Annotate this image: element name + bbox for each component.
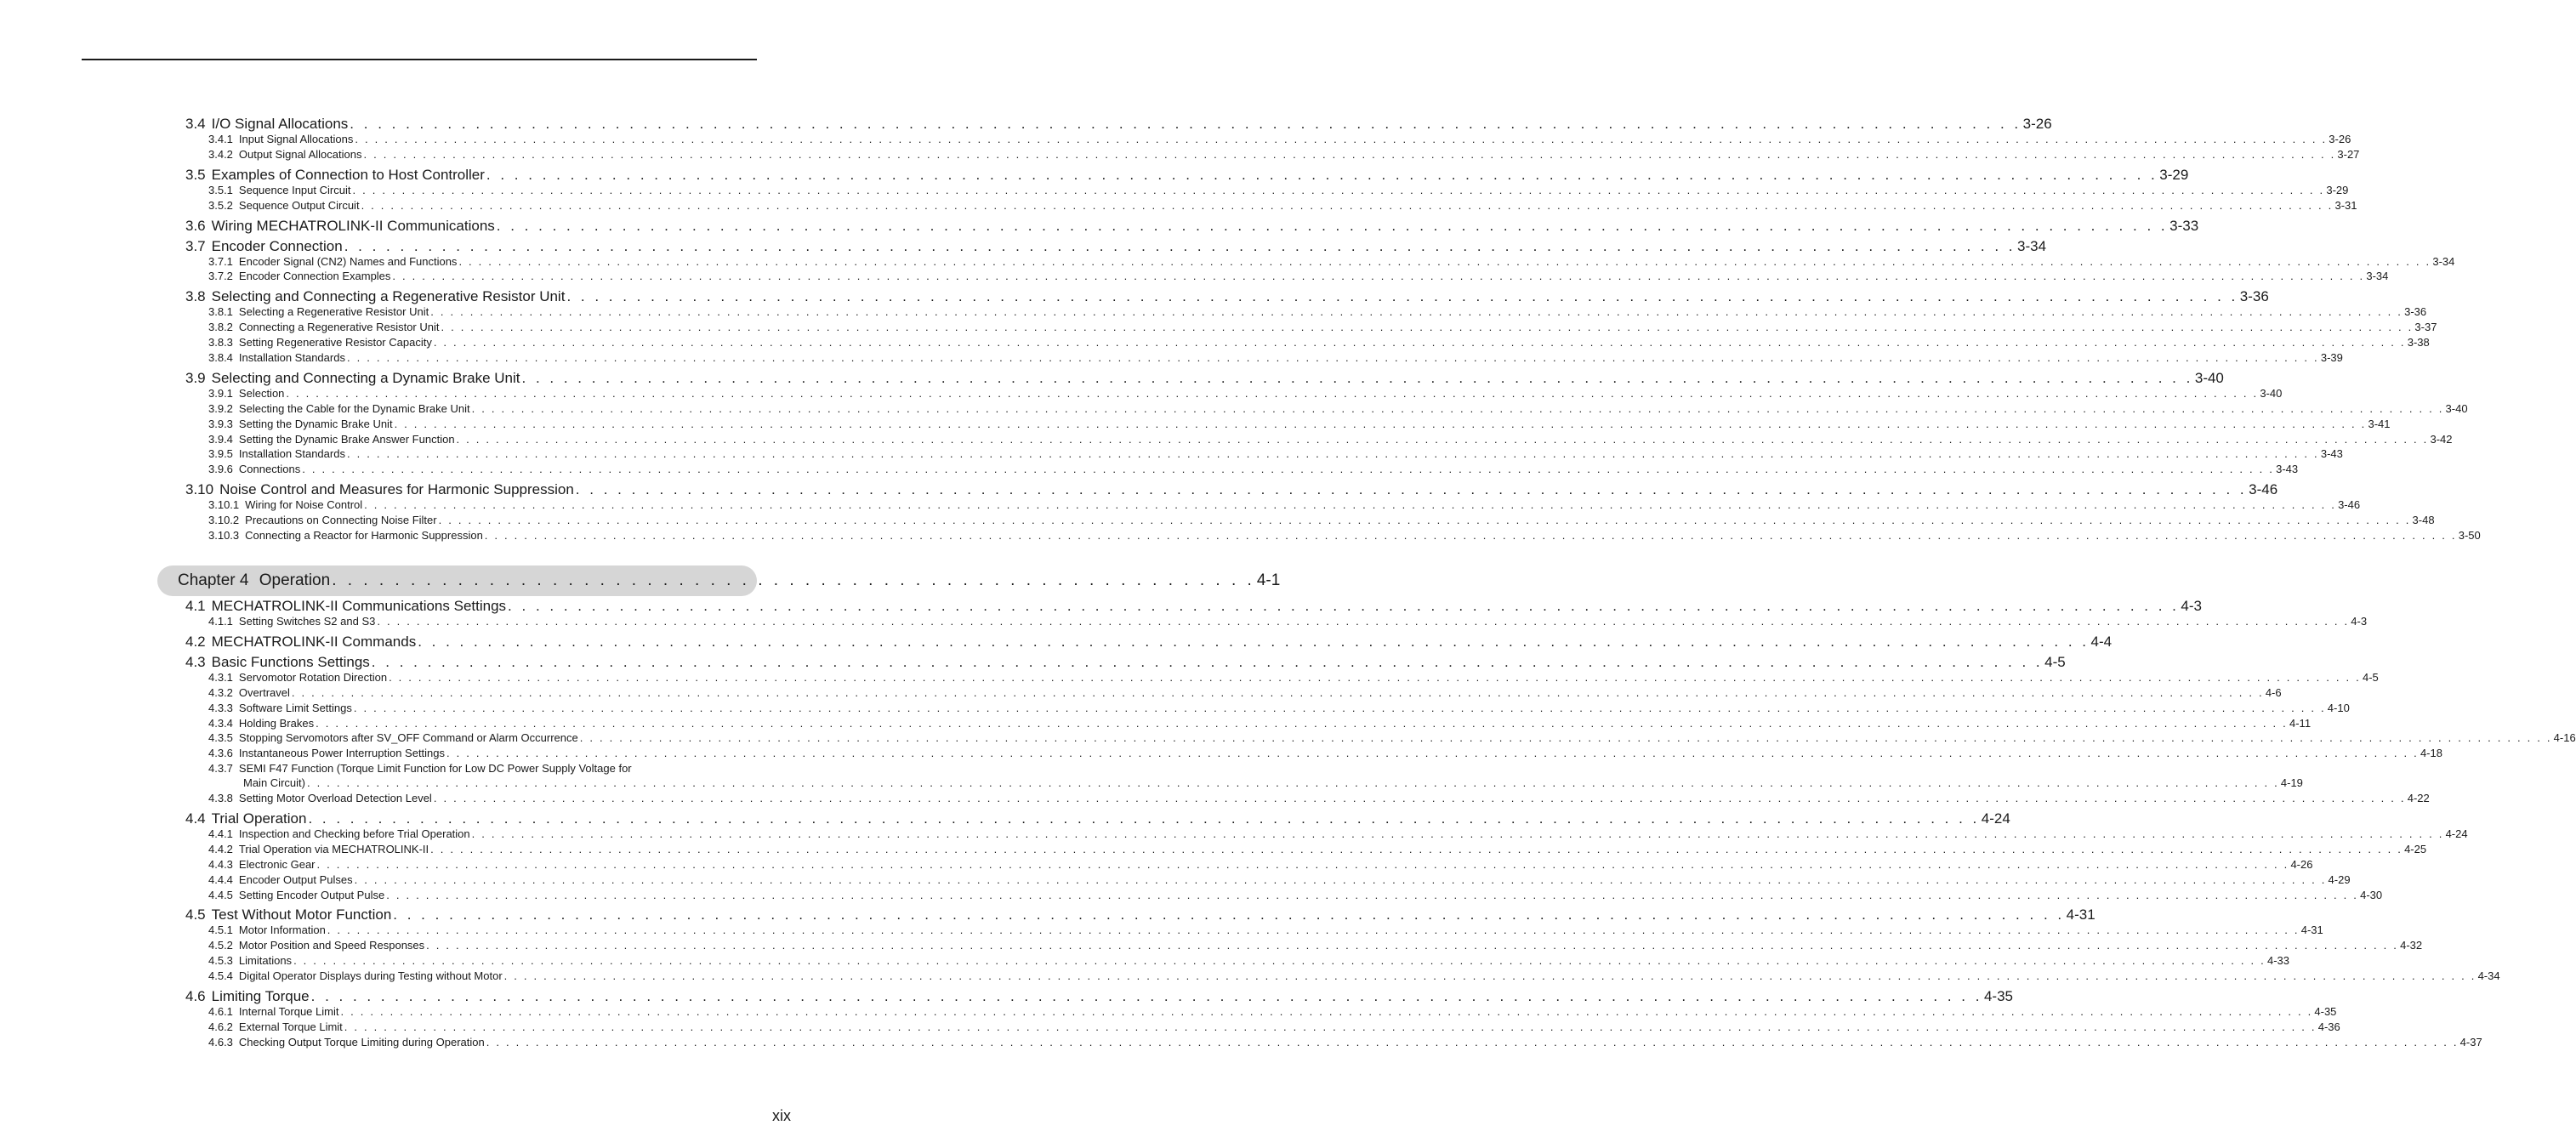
entry-page: 4-11: [2289, 716, 2312, 730]
toc-entry[interactable]: [185, 842, 2427, 858]
entry-page: 4-35: [2314, 1005, 2337, 1019]
entry-number: 4.4.2: [208, 842, 233, 855]
toc-entry[interactable]: [185, 386, 2283, 402]
toc-section[interactable]: [185, 116, 2052, 133]
toc-entry[interactable]: [185, 969, 2500, 985]
leader-dots: . . . . . . . . . . . . . . . . . . . . . . . . . . . . . . . . . . . . . . . . . . . . . . . . . . . . . . . . . . . . . . . . . . . . . . . . . . . . . . . . . . . . . . . . . . . . . . . . . . . . . . . . . . . . . . . . . . . . . . . . . . . . . . . . . . . . . . . . . . . . . . . . . . . . . . . . . . . . . . . . . . . . . . . . . . . . . . . . . . . . . . . . . . . . . . . . . . . . . . . .: [291, 685, 2264, 699]
entry-title: Encoder Connection: [211, 237, 343, 254]
entry-title: Internal Torque Limit: [238, 1005, 339, 1019]
entry-page: 4-5: [2362, 670, 2379, 684]
leader-dots: . . . . . . . . . . . . . . . . . . . . . . . . . . . . . . . . . . . . . . . . . . . . . . . . . . . . . . . . . . . . . . . . . . . . . . . . . . . . . . . . . . . . . . . . . . . . . . . . . . . . . . . . . . . . . . . . . . . . . . . . . . . . . . . . . . . . . . . . . . . . . . . . . . . . . . . . . . . . . . . . . . . . . . . . . . . . . . . . . . . . . . . . . . . . . . . . . . . . . . . .: [361, 198, 2334, 212]
entry-page: 4-31: [2300, 924, 2323, 937]
entry-page: 4-33: [2266, 954, 2290, 968]
entry-title: SEMI F47 Function (Torque Limit Function for Low DC Power Supply Voltage for: [238, 762, 632, 776]
entry-title: Checking Output Torque Limiting during Operation: [238, 1035, 485, 1049]
entry-number: 4.3.7: [208, 762, 233, 776]
entry-title: MECHATROLINK-II Communications Settings: [211, 598, 507, 614]
toc-entry[interactable]: [185, 857, 2313, 873]
toc-entry[interactable]: [185, 514, 2435, 529]
leader-dots: . . . . . . . . . . . . . . . . . . . . . . . . . . . . . . . . . . . . . . . . . . . . . . . . . . . . . . . . . . . . . . . . . . . . . . . . . . . . . . . . . . . . . . . . . . . . . . . . . . . . . . . . . . . . . . . . . . . . . . . .: [508, 598, 2180, 614]
entry-number: 4.3.5: [208, 731, 233, 745]
toc-entry[interactable]: [185, 924, 2323, 939]
entry-number: 3.5.2: [208, 198, 233, 212]
toc-entry[interactable]: [185, 529, 2481, 544]
toc-entry[interactable]: [185, 401, 2468, 418]
entry-title: Digital Operator Displays during Testing without Motor: [238, 969, 503, 983]
toc-entry[interactable]: [185, 305, 2427, 321]
toc-entry-continued[interactable]: [185, 776, 2303, 792]
leader-dots: . . . . . . . . . . . . . . . . . . . . . . . . . . . . . . . . . . . . . . . . . . . . . . . . . . . . . . . . . . . . . . . . . . . . . . . . . . . . . . . . . . . . . . . . . . . . . . . . . . . . . . . . . . . . . . . . . . . . . . . . . . . . . . . . . . . . . . . . . . . . . . . . . . . . . . . . . . . . . . . . . . . . . . . . . . . . . . . . . . . . . . . . . . . . . . . . . . . . . . . .: [344, 1020, 2317, 1033]
leader-dots: . . . . . . . . . . . . . . . . . . . . . . . . . . . . . . . . . . . . . . . . . . . . . . . . . . . . . . . . . . . . . . . . . . . . . . . . . . . . . . . . . . . . . . . . . . . . . . . . . . . . . . . . . . . . . . . . . . . . . . . . . . . . . . . . . . . . . . . . . . . . . . . . . . . . . . . . . . . . . . . . . . . . . . . . . . . . . . . . . . . . . . . . . . . . . . . . . . . . . . . .: [306, 776, 2279, 790]
entry-title: Stopping Servomotors after SV_OFF Command or Alarm Occurrence: [238, 731, 578, 745]
entry-page: 3-38: [2407, 336, 2430, 350]
toc-entry[interactable]: [185, 701, 2350, 717]
entry-title: Trial Operation: [211, 810, 307, 827]
entry-number: 3.9.1: [208, 386, 233, 400]
entry-page: 4-26: [2290, 857, 2313, 871]
entry-number: 3.9.2: [208, 401, 233, 415]
leader-dots: . . . . . . . . . . . . . . . . . . . . . . . . . . . . . . . . . . . . . . . . . . . . . . . . . . . . . . . . . . . . . . . . . . . . . . . . . . . . . . . . . . . . . . . . . . . . . . . . . . . . . . . . . . . . . . . . . . . . . . . . . . . . . . . . . . . . . . . . . . . . . . . . . . . . . . . . . . . . . . . . . . . . . . . . . . . . . . . . . . . . . . . . . . . . . . . . . . . . . . . .: [471, 827, 2444, 841]
entry-title: Holding Brakes: [238, 716, 315, 730]
toc-section[interactable]: [185, 988, 2013, 1005]
entry-title: Encoder Connection Examples: [238, 270, 391, 283]
entry-title: Precautions on Connecting Noise Filter: [245, 514, 437, 527]
leader-dots: . . . . . . . . . . . . . . . . . . . . . . . . . . . . . . . . . . . . . . . . . . . . . . . . . . . . . . . . . . . . . . . . . . . . . . . . . . . . . . . . . . . . . . . . . . . . . . . . . . . . . . . . . . . . . . . . . . . . . . . . . . . . . . . . . . . . . . . . . . . . . . . . . . . . . . . . . . . . . . . . . . . . . . . . . . . . . . . . . . . . . . . . . . . . . . . . . . . . . . . .: [302, 463, 2275, 476]
toc-entry[interactable]: [185, 321, 2437, 336]
entry-number: 3.4.2: [208, 147, 233, 161]
entry-page: 3-46: [2249, 481, 2278, 498]
toc-section[interactable]: [185, 598, 2202, 615]
leader-dots: . . . . . . . . . . . . . . . . . . . . . . . . . . . . . . . . . . . . . . . . . . . . . . . . . . . . . . . . . . . . . . . . . . . . . . . . . . . . . . . . . . . . . . . . . . . . . . . . . . . . . . . . . . . . . . . . . . . . . . . . . . . . . . . . . . . . . . . . . . . . . . . . . . . . . . . . . . . . . . . . . . . . . . . . . . . . . . . . . . . . . . . . . . . . . . . . . . . . . . . .: [579, 731, 2552, 745]
entry-page: 4-24: [1981, 810, 2010, 827]
leader-dots: . . . . . . . . . . . . . . . . . . . . . . . . . . . . . . . . . . . . . . . . . . . . . . . . . . . . . . . . . . . . . . . . . . . . . . . . . . . . . . . . . . . . . . . . . . . . . . . . . . . . . . . . . . . . . . . . . . . . . . . .: [496, 217, 2169, 234]
entry-number: 3.10: [185, 481, 214, 498]
toc-section[interactable]: [185, 633, 2113, 651]
leader-dots: . . . . . . . . . . . . . . . . . . . . . . . . . . . . . . . . . . . . . . . . . . . . . . . . . . . . . . . . . . . . . . . . . . . . . . . . . . . . . . . . . . . . . . . . . . . . . . . . . . . . . . . . . . . . . . . . . . . . . . . . . . . . . . . . . . . . . . . . . . . . . . . . . . . . . . . . . . . . . . . . . . . . . . . . . . . . . . . . . . . . . . . . . . . . . . . . . . . . . . . .: [340, 1005, 2313, 1019]
leader-dots: . . . . . . . . . . . . . . . . . . . . . . . . . . . . . . . . . . . . . . . . . . . . . . . . . . . . . . . . . . . . . . . . . . . . . . . . . . . . . . . . . . . . . . . . . . . . . . . . . . . . . . . . . . . . . . . . . . . . . . . .: [521, 369, 2193, 386]
entry-page: 3-29: [2159, 166, 2189, 183]
leader-dots: . . . . . . . . . . . . . . . . . . . . . . . . . . . . . . . . . . . . . . . . . . . . . . . . . . . . . . . . . . . . . . . . . . . . . . . . . . . . . . . . . . . . . . . . . . . . . . . . . . . . . . . . . . . . . . . . . . . . . . . . . . . . . . . . . . . . . . . . . . . . . . . . . . . . . . . . . . . . . . . . . . . . . . . . . . . . . . . . . . . . . . . . . . . . . . . . . . . . . . . .: [430, 305, 2403, 319]
entry-title: Setting Switches S2 and S3: [238, 615, 376, 628]
entry-page: 3-40: [2260, 386, 2283, 400]
leader-dots: . . . . . . . . . . . . . . . . . . . . . . . . . . . . . . . . . . . . . . . . . . . . . . . . . . . . . . . . . . . . . . . . . . . . . . . . . . . . . . . . . . . . . . . . . . . . . . . . . . . . . . . . . . . . . . . . . . . . . . . . . . . . . . . . . . . . . . . . . . . . . . . . . . . . . . . . . . . . . . . . . . . . . . . . . . . . . . . . . . . . . . . . . . . . . . . . . . . . . . . .: [471, 401, 2444, 415]
entry-title: Limiting Torque: [211, 988, 310, 1005]
toc-entry[interactable]: [185, 198, 2357, 214]
toc-entry[interactable]: [185, 792, 2430, 807]
entry-page: 4-22: [2407, 792, 2430, 805]
entry-number: 4.2: [185, 633, 206, 650]
entry-number: 4.1: [185, 598, 206, 614]
entry-number: 3.10.3: [208, 529, 240, 543]
leader-dots: . . . . . . . . . . . . . . . . . . . . . . . . . . . . . . . . . . . . . . . . . . . . . . . . . . . . . . . . . . . . . . . . . . . . . . . . . . . . . . . . . . . . . . . . . . . . . . . . . . . . . . . . . . . . . . . . . . . . . . . .: [308, 810, 1980, 827]
entry-page: 3-36: [2404, 305, 2427, 319]
entry-page: 3-31: [2334, 198, 2357, 212]
toc-entry[interactable]: [185, 1035, 2482, 1051]
leader-dots: . . . . . . . . . . . . . . . . . . . . . . . . . . . . . . . . . . . . . . . . . . . . . . . . . . . . . . . . . . . . . . . . . . . . . . . . . . . . . . . . . . . . . . . . . . . . . . . . . . . . . . . . . . . . . . . . . . . . . . . .: [418, 633, 2090, 650]
entry-number: 4.6.3: [208, 1035, 233, 1049]
leader-dots: . . . . . . . . . . . . . . . . . . . . . . . . . . . . . . . . . . . . . . . . . . . . . . . . . . . . . . . . . . . . . . . . . . . . . . . . . . . . . . . . . . . . . . . . . . . . . . . . . . . . . . . . . . . . . . . . . . . . . . . .: [566, 288, 2238, 305]
toc-entry[interactable]: [185, 463, 2299, 478]
toc-section[interactable]: [185, 166, 2189, 184]
toc-section[interactable]: [185, 481, 2278, 498]
toc-entry[interactable]: [185, 1020, 2340, 1036]
toc-entry[interactable]: [185, 498, 2361, 514]
entry-page: 3-46: [2338, 498, 2361, 512]
leader-dots: . . . . . . . . . . . . . . . . . . . . . . . . . . . . . . . . . . . . . . . . . . . . . . . . . . . . . . . . . . . . . . . . . . . . . . . . . . . . . . . . . . . . . . . . . . . . . . . . . . . . . . . . . . . . . . . . . . . . . . . . . . . . . . . . . . . . . . . . . . . . . . . . . . . . . . . . . . . . . . . . . . . . . . . . . . . . . . . . . . . . . . . . . . . . . . . . . . . . . . . .: [503, 969, 2476, 983]
entry-title: Setting the Dynamic Brake Unit: [238, 417, 393, 430]
toc-section[interactable]: [185, 906, 2095, 924]
entry-title: Selecting a Regenerative Resistor Unit: [238, 305, 429, 319]
entry-title: MECHATROLINK-II Commands: [211, 633, 417, 650]
entry-number: 3.8: [185, 288, 206, 305]
entry-number: 4.3.1: [208, 670, 233, 684]
entry-title: Setting Regenerative Resistor Capacity: [238, 336, 432, 350]
entry-title: Installation Standards: [238, 447, 345, 461]
leader-dots: . . . . . . . . . . . . . . . . . . . . . . . . . . . . . . . . . . . . . . . . . . . . . . . . . . . . . . . . . . . . . . . . . . . . . . . . . . . . . . . . . . . . . . . . . . . . . . . . . . . . . . . . . . . . . . . . . . . . . . . .: [344, 237, 2016, 254]
entry-title: Input Signal Allocations: [238, 133, 354, 145]
entry-number: 4.1.1: [208, 615, 233, 628]
entry-title: Encoder Signal (CN2) Names and Functions: [238, 254, 458, 268]
leader-dots: . . . . . . . . . . . . . . . . . . . . . . . . . . . . . . . . . . . . . . . . . . . . . . . . . . . . . . . . . . . . . . . . . . . . . . . . . . . . . . . . . . . . . . . . . . . . . . . . . . . . . . . . . . . . . . . . . . . . . . . . . . . . . . . . . . . . . . . . . . . . . . . . . . . . . . . . . . . . . . . . . . . . . . . . . . . . . . . . . . . . . . . . . . . . . . . . . . . . . . . .: [438, 514, 2411, 527]
entry-page: 4-30: [2360, 888, 2383, 901]
entry-page: 3-41: [2368, 417, 2391, 430]
entry-title: Setting the Dynamic Brake Answer Function: [238, 432, 455, 446]
entry-title: Overtravel: [238, 685, 290, 699]
entry-title: Electronic Gear: [238, 857, 316, 871]
toc-entry[interactable]: [185, 954, 2290, 969]
entry-number: 4.4.5: [208, 888, 233, 901]
entry-number: 4.3.6: [208, 747, 233, 760]
entry-title: Selecting and Connecting a Regenerative Resistor Unit: [211, 288, 566, 305]
leader-dots: . . . . . . . . . . . . . . . . . . . . . . . . . . . . . . . . . . . . . . . . . . . . . . . . . . . . . . . . . . . . . . . . . . . . . . . . . . . . . . . . . . . . . . . . . . . . . . . . . . . . . . . . . . . . . . . . . . . . . . . . . . . . . . . . . . . . . . . . . . . . . . . . . . . . . . . . . . . . . . . . . . . . . . . . . . . . . . . . . . . . . . . . . . . . . . . . . . . . . . . .: [386, 888, 2359, 901]
toc-section[interactable]: [185, 217, 2199, 235]
entry-number: 3.8.1: [208, 305, 233, 319]
chapter-page: 4-1: [1256, 571, 1281, 589]
entry-page: 4-16: [2553, 731, 2576, 745]
entry-title: Selecting and Connecting a Dynamic Brake Unit: [211, 369, 520, 386]
entry-number: 4.3.2: [208, 685, 233, 699]
entry-page: 4-32: [2400, 939, 2423, 952]
entry-title: Output Signal Allocations: [238, 147, 362, 161]
entry-page: 3-40: [2194, 369, 2224, 386]
entry-page: 3-34: [2432, 254, 2455, 268]
entry-page: 3-26: [2022, 116, 2052, 132]
entry-number: 3.5.1: [208, 183, 233, 196]
entry-number: 3.9.4: [208, 432, 233, 446]
toc-entry[interactable]: [185, 1005, 2337, 1020]
entry-page: 3-37: [2414, 321, 2437, 334]
toc-section[interactable]: [185, 653, 2066, 671]
entry-page: 3-34: [2017, 237, 2047, 254]
leader-dots: . . . . . . . . . . . . . . . . . . . . . . . . . . . . . . . . . . . . . . . . . . . . . . . . . . . . . . . . . . . . . . . . . . . . . . . . . . . . . . . . . . . . . . . . . . . . . . . . . . . . . . . . . . . . . . . . . . . . . . . . . . . . . . . . . . . . . . . . . . . . . . . . . . . . . . . . . . . . . . . . . . . . . . . . . . . . . . . . . . . . . . . . . . . . . . . . . . . . . . . .: [456, 432, 2429, 446]
entry-number: 3.4: [185, 116, 206, 132]
leader-dots: . . . . . . . . . . . . . . . . . . . . . . . . . . . . . . . . . . . . . . . . . . . . . . . . . . . . . . . . . . . . . . . . . . . . . . . . . . . . . . . . . . . . . . . . . . . . . . . . . . . . . . . . . . . . . . . . . . . . . . . . . . . . . . . . . . . . . . . . . . . . . . . . . . . . . . . . . . . . . . . . . . . . . . . . . . . . . . . . . . . . . . . . . . . . . . . . . . . . . . . .: [430, 842, 2403, 855]
toc-entry[interactable]: [185, 716, 2312, 732]
leader-dots: . . . . . . . . . . . . . . . . . . . . . . . . . . . . . . . . . . . . . . . . . . . . . . . . . . . . . . . . . . . . . . . . . . . . . . . . . . . . . . . . . . . . . . . . . . . . . . . . . . . . . . . . . . . . . . . . . . . . . . . . . . . . . . . . . . . . . . . . . . . . . . . . . . . . . . . . . . . . . . . . . . . . . . . . . . . . . . . . . . . . . . . . . . . . . . . . . . . . . . . .: [486, 1035, 2459, 1049]
toc-entry[interactable]: [185, 872, 2351, 889]
entry-title: I/O Signal Allocations: [211, 116, 349, 132]
entry-page: 4-31: [2066, 906, 2095, 924]
toc-entry[interactable]: [185, 351, 2343, 367]
entry-page: 4-18: [2420, 747, 2442, 760]
entry-title: Motor Information: [238, 924, 326, 937]
entry-number: 3.9.3: [208, 417, 233, 430]
entry-page: 3-33: [2169, 217, 2199, 234]
entry-number: 3.8.4: [208, 351, 233, 365]
leader-dots: . . . . . . . . . . . . . . . . . . . . . . . . . . . . . . . . . . . . . . . . . . . . . . . . . . . . . . . . . . . . . . . . . . . . . . . . . . . . . . . . . . . . . . . . . . . . . . . . . . . . . . . . . . . . . . . . . . . . . . . . . . . . . . . . . . . . . . . . . . . . . . . . . . . . . . . . . . . . . . . . . . . . . . . . . . . . . . . . . . . . . . . . . . . . . . . . . . . . . . . .: [394, 417, 2367, 430]
toc-section[interactable]: [185, 237, 2047, 255]
entry-page: 3-36: [2239, 288, 2269, 305]
toc-chapter-3-list: [185, 116, 2481, 544]
leader-dots: . . . . . . . . . . . . . . . . . . . . . . . . . . . . . . . . . . . . . . . . . . . . . . . . . . . . . . . . . . . . . . . . . . . . . . . . . . . . . . . . . . . . . . . . . . . . . . . . . . . . . . . . . . . . . . . . . . . . . . . . . . . . . . . . . . . . . . . . . . . . . . . . . . . . . . . . . . . . . . . . . . . . . . . . . . . . . . . . . . . . . . . . . . . . . . . . . . . . . . . .: [346, 447, 2319, 461]
entry-number: 3.4.1: [208, 133, 233, 145]
entry-number: 4.6.2: [208, 1020, 233, 1033]
leader-dots: . . . . . . . . . . . . . . . . . . . . . . . . . . . . . . . . . . . . . . . . . . . . . . . . . . . . . . . . . . . . . . . . . . . . . . . . . . . . . . . . . . . . . . . . . . . . . . . . . . . . . . . . . . . . . . . . . . . . . . . . . . . . . . . . . . . . . . . . . . . . . . . . . . . . . . . . . . . . . . . . . . . . . . . . . . . . . . . . . . . . . . . . . . . . . . . . . . . . . . . .: [446, 747, 2419, 760]
entry-title: Wiring MECHATROLINK-II Communications: [211, 217, 495, 234]
toc-entry[interactable]: [185, 336, 2430, 351]
entry-title: Sequence Input Circuit: [238, 183, 351, 196]
toc-entry[interactable]: [185, 731, 2576, 747]
entry-number: 4.4.3: [208, 857, 233, 871]
entry-number: 4.5.4: [208, 969, 233, 983]
toc-entry[interactable]: [185, 417, 2391, 433]
entry-number: 3.9: [185, 369, 206, 386]
toc-entry[interactable]: [185, 615, 2368, 630]
toc-entry[interactable]: [185, 270, 2389, 285]
toc-entry[interactable]: [185, 762, 738, 776]
entry-title: Motor Position and Speed Responses: [238, 939, 425, 952]
leader-dots: . . . . . . . . . . . . . . . . . . . . . . . . . . . . . . . . . . . . . . . . . . . . . . . . . . . . . . . . . . . . . . . . . . . . . . . . . . . . . . . . . . . . . . . . . . . . . . . . . . . . . . . . . . . . . . . . . . . . . . . . . . . . . . . . . . . . . . . . . . . . . . . . . . . . . . . . . . . . . . . . . . . . . . . . . . . . . . . . . . . . . . . . . . . . . . . . . . . . . . . .: [484, 529, 2457, 543]
chapter-label: Chapter 4: [178, 571, 249, 589]
entry-number: 4.5.3: [208, 954, 233, 968]
entry-number: 3.10.1: [208, 498, 240, 512]
entry-title: Connecting a Regenerative Resistor Unit: [238, 321, 440, 334]
leader-dots: . . . . . . . . . . . . . . . . . . . . . . . . . . . . . . . . . . . . . . . . . . . . . . . . . . . . . . . . . . . . . . . . . . . . . . . . . . . . . . . . . . . . . . . . . . . . . . . . . . . . . . . . . . . . . . . . . . . . . . . . . . . . . . . . . . . . . . . . . . . . . . . . . . . . . . . . . . . . . . . . . . . . . . . . . . . . . . . . . . . . . . . . . . . . . . . . . . . . . . . .: [354, 872, 2327, 886]
entry-number: 3.8.3: [208, 336, 233, 350]
entry-number: 4.4: [185, 810, 206, 827]
entry-title: Instantaneous Power Interruption Settings: [238, 747, 446, 760]
entry-title: Wiring for Noise Control: [245, 498, 363, 512]
entry-number: 3.9.6: [208, 463, 233, 476]
entry-title: Encoder Output Pulses: [238, 872, 353, 886]
leader-dots: . . . . . . . . . . . . . . . . . . . . . . . . . . . . . . . . . . . . . . . . . . . . . . . . . . . . . . . . . . . . . . . . . . . . . . . . . . . . . . . . . . . . . . . . . . . . . . . . . . . . . . . . . . . . . . . . . . . . . . . . . . . . . . . . . . . . . . . . . . . . . . . . . . . . . . . . . . . . . . . . . . . . . . . . . . . . . . . . . . . . . . . . . . . . . . . . . . . . . . . .: [364, 498, 2337, 512]
leader-dots: . . . . . . . . . . . . . . . . . . . . . . . . . . . . . . . . . . . . . . . . . . . . . . . . . . . . . . . . . . . . . . . . . . . . . . . . . . . . . . . . . . . . . . . . . . . . . . . . . . . . . . . . . . . . . . . . . . . . . . . . . . . . . . . . . . . . . . . . . . . . . . . . . . . . . . . . . . . . . . . . . . . . . . . . . . . . . . . . . . . . . . . . . . . . . . . . . . . . . . . .: [433, 792, 2406, 805]
entry-title: Setting Encoder Output Pulse: [238, 888, 385, 901]
entry-title: Servomotor Rotation Direction: [238, 670, 388, 684]
toc-entry[interactable]: [185, 147, 2360, 163]
entry-title: Trial Operation via MECHATROLINK-II: [238, 842, 429, 855]
leader-dots: . . . . . . . . . . . . . . . . . . . . . . . . . . . . . . . . . . . . . . . . . . . . . . . . . . . . . . . . . . . . . . . . . . . . . . . . . . . . . . . . . . . . . . . . . . . . . . . . . . . . . . . . . . . . . . . . . . . . . . . .: [575, 481, 2248, 498]
chapter-title: Operation: [259, 571, 331, 589]
entry-page: 4-37: [2459, 1035, 2482, 1049]
entry-number: 3.6: [185, 217, 206, 234]
page-number: xix: [772, 1107, 791, 1124]
leader-dots: . . . . . . . . . . . . . . . . . . . . . . . . . . . . . . . . . . . . . . . . . . . . . . . . . . . . . . . . . . . . . . . . . . . . . . . . . . . . . . . . . . . . . . . . . . . . . . . . . . . . . . . . . . . . . . . . . . . . . . . . . . . . . . . . . . . . . . . . . . . . . . . . . . . . . . . . . . . . . . . . . . . . . . . . . . . . . . . . . . . . . . . . . . . . . . . . . . . . . . . .: [363, 147, 2336, 161]
leader-dots: . . . . . . . . . . . . . . . . . . . . . . . . . . . . . . . . . . . . . . . . . . . . . . . . . . . . . . . . . . .: [332, 571, 1255, 589]
leader-dots: . . . . . . . . . . . . . . . . . . . . . . . . . . . . . . . . . . . . . . . . . . . . . . . . . . . . . . . . . . . . . . . . . . . . . . . . . . . . . . . . . . . . . . . . . . . . . . . . . . . . . . . . . . . . . . . . . . . . . . . . . . . . . . . . . . . . . . . . . . . . . . . . . . . . . . . . . . . . . . . . . . . . . . . . . . . . . . . . . . . . . . . . . . . . . . . . . . . . . . . .: [433, 336, 2406, 350]
entry-title: Sequence Output Circuit: [238, 198, 360, 212]
leader-dots: . . . . . . . . . . . . . . . . . . . . . . . . . . . . . . . . . . . . . . . . . . . . . . . . . . . . . . . . . . . . . . . . . . . . . . . . . . . . . . . . . . . . . . . . . . . . . . . . . . . . . . . . . . . . . . . . . . . . . . . . . . . . . . . . . . . . . . . . . . . . . . . . . . . . . . . . . . . . . . . . . . . . . . . . . . . . . . . . . . . . . . . . . . . . . . . . . . . . . . . .: [426, 939, 2399, 952]
entry-number: 4.3.3: [208, 701, 233, 714]
leader-dots: . . . . . . . . . . . . . . . . . . . . . . . . . . . . . . . . . . . . . . . . . . . . . . . . . . . . . . . . . . . . . . . . . . . . . . . . . . . . . . . . . . . . . . . . . . . . . . . . . . . . . . . . . . . . . . . . . . . . . . . . . . . . . . . . . . . . . . . . . . . . . . . . . . . . . . . . . . . . . . . . . . . . . . . . . . . . . . . . . . . . . . . . . . . . . . . . . . . . . . . .: [389, 670, 2361, 684]
leader-dots: . . . . . . . . . . . . . . . . . . . . . . . . . . . . . . . . . . . . . . . . . . . . . . . . . . . . . . . . . . . . . . . . . . . . . . . . . . . . . . . . . . . . . . . . . . . . . . . . . . . . . . . . . . . . . . . . . . . . . . . . . . . . . . . . . . . . . . . . . . . . . . . . . . . . . . . . . . . . . . . . . . . . . . . . . . . . . . . . . . . . . . . . . . . . . . . . . . . . . . . .: [353, 701, 2326, 714]
toc-section[interactable]: [185, 369, 2224, 387]
entry-page: 4-24: [2445, 827, 2468, 841]
toc-entry[interactable]: [185, 254, 2455, 270]
toc-entry[interactable]: [185, 447, 2343, 463]
leader-dots: . . . . . . . . . . . . . . . . . . . . . . . . . . . . . . . . . . . . . . . . . . . . . . . . . . . . . . . . . . . . . . . . . . . . . . . . . . . . . . . . . . . . . . . . . . . . . . . . . . . . . . . . . . . . . . . . . . . . . . . .: [310, 988, 1982, 1005]
entry-number: 3.9.5: [208, 447, 233, 461]
toc-entry[interactable]: [185, 432, 2453, 448]
entry-title: Examples of Connection to Host Controller: [211, 166, 485, 183]
leader-dots: . . . . . . . . . . . . . . . . . . . . . . . . . . . . . . . . . . . . . . . . . . . . . . . . . . . . . . . . . . . . . . . . . . . . . . . . . . . . . . . . . . . . . . . . . . . . . . . . . . . . . . . . . . . . . . . . . . . . . . . . . . . . . . . . . . . . . . . . . . . . . . . . . . . . . . . . . . . . . . . . . . . . . . . . . . . . . . . . . . . . . . . . . . . . . . . . . . . . . . . .: [355, 133, 2328, 145]
entry-page: 3-26: [2329, 133, 2351, 145]
entry-page: 4-6: [2265, 685, 2282, 699]
leader-dots: . . . . . . . . . . . . . . . . . . . . . . . . . . . . . . . . . . . . . . . . . . . . . . . . . . . . . . . . . . . . . . . . . . . . . . . . . . . . . . . . . . . . . . . . . . . . . . . . . . . . . . . . . . . . . . . . . . . . . . . . . . . . . . . . . . . . . . . . . . . . . . . . . . . . . . . . . . . . . . . . . . . . . . . . . . . . . . . . . . . . . . . . . . . . . . . . . . . . . . . .: [377, 615, 2350, 628]
entry-page: 4-4: [2090, 633, 2113, 650]
entry-title: Connecting a Reactor for Harmonic Suppression: [245, 529, 483, 543]
leader-dots: . . . . . . . . . . . . . . . . . . . . . . . . . . . . . . . . . . . . . . . . . . . . . . . . . . . . . . . . . . . . . . . . . . . . . . . . . . . . . . . . . . . . . . . . . . . . . . . . . . . . . . . . . . . . . . . . . . . . . . . . . . . . . . . . . . . . . . . . . . . . . . . . . . . . . . . . . . . . . . . . . . . . . . . . . . . . . . . . . . . . . . . . . . . . . . . . . . . . . . . .: [441, 321, 2414, 334]
entry-title: Software Limit Settings: [238, 701, 352, 714]
entry-page: 3-40: [2445, 401, 2468, 415]
entry-page: 3-42: [2430, 432, 2453, 446]
entry-number: 4.4.1: [208, 827, 233, 841]
entry-number: 3.7: [185, 237, 206, 254]
leader-dots: . . . . . . . . . . . . . . . . . . . . . . . . . . . . . . . . . . . . . . . . . . . . . . . . . . . . . . . . . . . . . . . . . . . . . . . . . . . . . . . . . . . . . . . . . . . . . . . . . . . . . . . . . . . . . . . . . . . . . . . . . . . . . . . . . . . . . . . . . . . . . . . . . . . . . . . . . . . . . . . . . . . . . . . . . . . . . . . . . . . . . . . . . . . . . . . . . . . . . . . .: [286, 386, 2259, 400]
entry-page: 4-10: [2327, 701, 2350, 714]
entry-number: 3.7.2: [208, 270, 233, 283]
entry-page: 4-3: [2351, 615, 2368, 628]
leader-dots: . . . . . . . . . . . . . . . . . . . . . . . . . . . . . . . . . . . . . . . . . . . . . . . . . . . . . . . . . . . . . . . . . . . . . . . . . . . . . . . . . . . . . . . . . . . . . . . . . . . . . . . . . . . . . . . . . . . . . . . . . . . . . . . . . . . . . . . . . . . . . . . . . . . . . . . . . . . . . . . . . . . . . . . . . . . . . . . . . . . . . . . . . . . . . . . . . . . . . . . .: [458, 254, 2431, 268]
entry-page: 3-34: [2366, 270, 2389, 283]
toc-entry[interactable]: [185, 685, 2282, 702]
entry-title: Setting Motor Overload Detection Level: [238, 792, 432, 805]
toc-section[interactable]: [185, 288, 2269, 305]
entry-page: 4-29: [2328, 872, 2351, 886]
entry-number: 4.3.8: [208, 792, 233, 805]
entry-page: 3-43: [2276, 463, 2299, 476]
leader-dots: . . . . . . . . . . . . . . . . . . . . . . . . . . . . . . . . . . . . . . . . . . . . . . . . . . . . . . . . . . . . . . . . . . . . . . . . . . . . . . . . . . . . . . . . . . . . . . . . . . . . . . . . . . . . . . . . . . . . . . . . . . . . . . . . . . . . . . . . . . . . . . . . . . . . . . . . . . . . . . . . . . . . . . . . . . . . . . . . . . . . . . . . . . . . . . . . . . . . . . . .: [346, 351, 2319, 365]
entry-page: 3-39: [2320, 351, 2343, 365]
leader-dots: . . . . . . . . . . . . . . . . . . . . . . . . . . . . . . . . . . . . . . . . . . . . . . . . . . . . . . . . . . . . . . . . . . . . . . . . . . . . . . . . . . . . . . . . . . . . . . . . . . . . . . . . . . . . . . . . . . . . . . . .: [371, 653, 2044, 670]
entry-number: 4.3.4: [208, 716, 233, 730]
entry-title: Test Without Motor Function: [211, 906, 392, 924]
toc-entry[interactable]: [185, 747, 2442, 762]
entry-title: Limitations: [238, 954, 293, 968]
leader-dots: . . . . . . . . . . . . . . . . . . . . . . . . . . . . . . . . . . . . . . . . . . . . . . . . . . . . . . . . . . . . . . . . . . . . . . . . . . . . . . . . . . . . . . . . . . . . . . . . . . . . . . . . . . . . . . . . . . . . . . . . . . . . . . . . . . . . . . . . . . . . . . . . . . . . . . . . . . . . . . . . . . . . . . . . . . . . . . . . . . . . . . . . . . . . . . . . . . . . . . . .: [316, 716, 2288, 730]
entry-page: 4-35: [1983, 988, 2013, 1005]
entry-number: 3.10.2: [208, 514, 240, 527]
entry-title: External Torque Limit: [238, 1020, 343, 1033]
entry-title: Noise Control and Measures for Harmonic Suppression: [219, 481, 574, 498]
entry-number: 4.6.1: [208, 1005, 233, 1019]
entry-title: Selection: [238, 386, 285, 400]
entry-number: 4.4.4: [208, 872, 233, 886]
entry-title: Basic Functions Settings: [211, 653, 370, 670]
entry-page: 4-5: [2044, 653, 2066, 670]
entry-title: Connections: [238, 463, 301, 476]
toc-entry[interactable]: [185, 183, 2349, 199]
entry-title-continued: Main Circuit): [243, 776, 305, 790]
leader-dots: . . . . . . . . . . . . . . . . . . . . . . . . . . . . . . . . . . . . . . . . . . . . . . . . . . . . . . . . . . . . . . . . . . . . . . . . . . . . . . . . . . . . . . . . . . . . . . . . . . . . . . . . . . . . . . . . . . . . . . . .: [350, 116, 2022, 132]
leader-dots: . . . . . . . . . . . . . . . . . . . . . . . . . . . . . . . . . . . . . . . . . . . . . . . . . . . . . . . . . . . . . . . . . . . . . . . . . . . . . . . . . . . . . . . . . . . . . . . . . . . . . . . . . . . . . . . . . . . . . . . .: [486, 166, 2158, 183]
entry-title: Selecting the Cable for the Dynamic Brake Unit: [238, 401, 470, 415]
entry-number: 4.5.1: [208, 924, 233, 937]
leader-dots: . . . . . . . . . . . . . . . . . . . . . . . . . . . . . . . . . . . . . . . . . . . . . . . . . . . . . . . . . . . . . . . . . . . . . . . . . . . . . . . . . . . . . . . . . . . . . . . . . . . . . . . . . . . . . . . . . . . . . . . . . . . . . . . . . . . . . . . . . . . . . . . . . . . . . . . . . . . . . . . . . . . . . . . . . . . . . . . . . . . . . . . . . . . . . . . . . . . . . . . .: [392, 270, 2365, 283]
entry-number: 3.7.1: [208, 254, 233, 268]
entry-page: 3-27: [2337, 147, 2360, 161]
toc-entry[interactable]: [185, 888, 2383, 904]
entry-page: 3-29: [2326, 183, 2349, 196]
entry-page: 4-19: [2280, 776, 2303, 790]
entry-title: Installation Standards: [238, 351, 345, 365]
top-rule: [82, 59, 757, 60]
leader-dots: . . . . . . . . . . . . . . . . . . . . . . . . . . . . . . . . . . . . . . . . . . . . . . . . . . . . . . . . . . . . . . . . . . . . . . . . . . . . . . . . . . . . . . . . . . . . . . . . . . . . . . . . . . . . . . . . . . . . . . . .: [393, 906, 2065, 924]
entry-page: 4-25: [2404, 842, 2427, 855]
leader-dots: . . . . . . . . . . . . . . . . . . . . . . . . . . . . . . . . . . . . . . . . . . . . . . . . . . . . . . . . . . . . . . . . . . . . . . . . . . . . . . . . . . . . . . . . . . . . . . . . . . . . . . . . . . . . . . . . . . . . . . . . . . . . . . . . . . . . . . . . . . . . . . . . . . . . . . . . . . . . . . . . . . . . . . . . . . . . . . . . . . . . . . . . . . . . . . . . . . . . . . . .: [293, 954, 2266, 968]
entry-page: 4-3: [2181, 598, 2202, 614]
toc-entry[interactable]: [185, 827, 2468, 843]
toc-entry[interactable]: [185, 133, 2351, 148]
leader-dots: . . . . . . . . . . . . . . . . . . . . . . . . . . . . . . . . . . . . . . . . . . . . . . . . . . . . . . . . . . . . . . . . . . . . . . . . . . . . . . . . . . . . . . . . . . . . . . . . . . . . . . . . . . . . . . . . . . . . . . . . . . . . . . . . . . . . . . . . . . . . . . . . . . . . . . . . . . . . . . . . . . . . . . . . . . . . . . . . . . . . . . . . . . . . . . . . . . . . . . . .: [327, 924, 2300, 937]
entry-number: 4.6: [185, 988, 206, 1005]
toc-entry[interactable]: [185, 670, 2379, 686]
entry-number: 4.3: [185, 653, 206, 670]
entry-page: 3-48: [2412, 514, 2435, 527]
leader-dots: . . . . . . . . . . . . . . . . . . . . . . . . . . . . . . . . . . . . . . . . . . . . . . . . . . . . . . . . . . . . . . . . . . . . . . . . . . . . . . . . . . . . . . . . . . . . . . . . . . . . . . . . . . . . . . . . . . . . . . . . . . . . . . . . . . . . . . . . . . . . . . . . . . . . . . . . . . . . . . . . . . . . . . . . . . . . . . . . . . . . . . . . . . . . . . . . . . . . . . . .: [352, 183, 2325, 196]
entry-number: 3.5: [185, 166, 206, 183]
chapter-4-heading[interactable]: [178, 571, 1281, 590]
entry-page: 3-50: [2458, 529, 2481, 543]
entry-number: 4.5.2: [208, 939, 233, 952]
entry-page: 4-34: [2477, 969, 2500, 983]
entry-page: 3-43: [2320, 447, 2343, 461]
leader-dots: . . . . . . . . . . . . . . . . . . . . . . . . . . . . . . . . . . . . . . . . . . . . . . . . . . . . . . . . . . . . . . . . . . . . . . . . . . . . . . . . . . . . . . . . . . . . . . . . . . . . . . . . . . . . . . . . . . . . . . . . . . . . . . . . . . . . . . . . . . . . . . . . . . . . . . . . . . . . . . . . . . . . . . . . . . . . . . . . . . . . . . . . . . . . . . . . . . . . . . . .: [316, 857, 2289, 871]
toc-section[interactable]: [185, 810, 2010, 827]
entry-number: 4.5: [185, 906, 206, 924]
toc-entry[interactable]: [185, 939, 2423, 954]
entry-number: 3.8.2: [208, 321, 233, 334]
entry-title: Inspection and Checking before Trial Operation: [238, 827, 470, 841]
toc-chapter-4-list: [185, 595, 2576, 1051]
entry-page: 4-36: [2317, 1020, 2340, 1033]
